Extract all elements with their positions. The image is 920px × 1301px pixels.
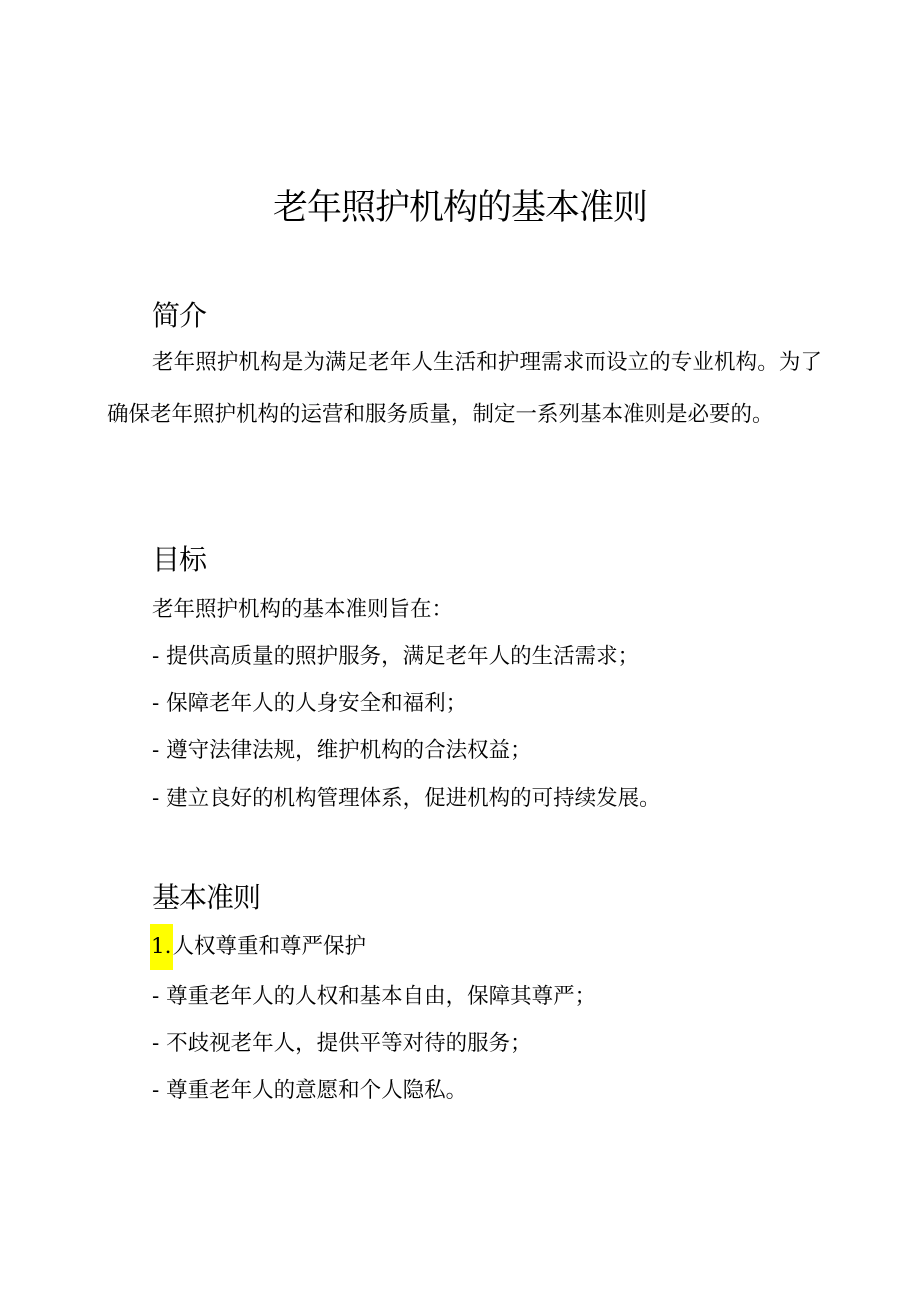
principle-item: - 尊重老年人的人权和基本自由，保障其尊严； xyxy=(152,984,597,1009)
principle-title-text: 人权尊重和尊严保护 xyxy=(172,934,367,959)
principle-item: - 不歧视老年人，提供平等对待的服务； xyxy=(152,1031,532,1056)
principles-heading: 基本准则 xyxy=(152,881,261,914)
intro-heading: 简介 xyxy=(152,299,207,332)
intro-paragraph: 老年照护机构是为满足老年人生活和护理需求而设立的专业机构。为了确保老年照护机构的运营和服务质量，制定一系列基本准则是必要的。 xyxy=(107,350,822,427)
goals-heading: 目标 xyxy=(152,543,207,576)
document-title: 老年照护机构的基本准则 xyxy=(272,188,647,228)
goals-item: - 建立良好的机构管理体系，促进机构的可持续发展。 xyxy=(152,786,661,811)
principle-number-highlight: 1. xyxy=(150,924,173,970)
goals-item: - 遵守法律法规，维护机构的合法权益； xyxy=(152,738,532,763)
goals-item: - 保障老年人的人身安全和福利； xyxy=(152,691,468,716)
principle-item: - 尊重老年人的意愿和个人隐私。 xyxy=(152,1078,468,1103)
goals-lead: 老年照护机构的基本准则旨在： xyxy=(152,597,454,622)
goals-item: - 提供高质量的照护服务，满足老年人的生活需求； xyxy=(152,644,640,669)
principle-item-title xyxy=(150,924,366,970)
